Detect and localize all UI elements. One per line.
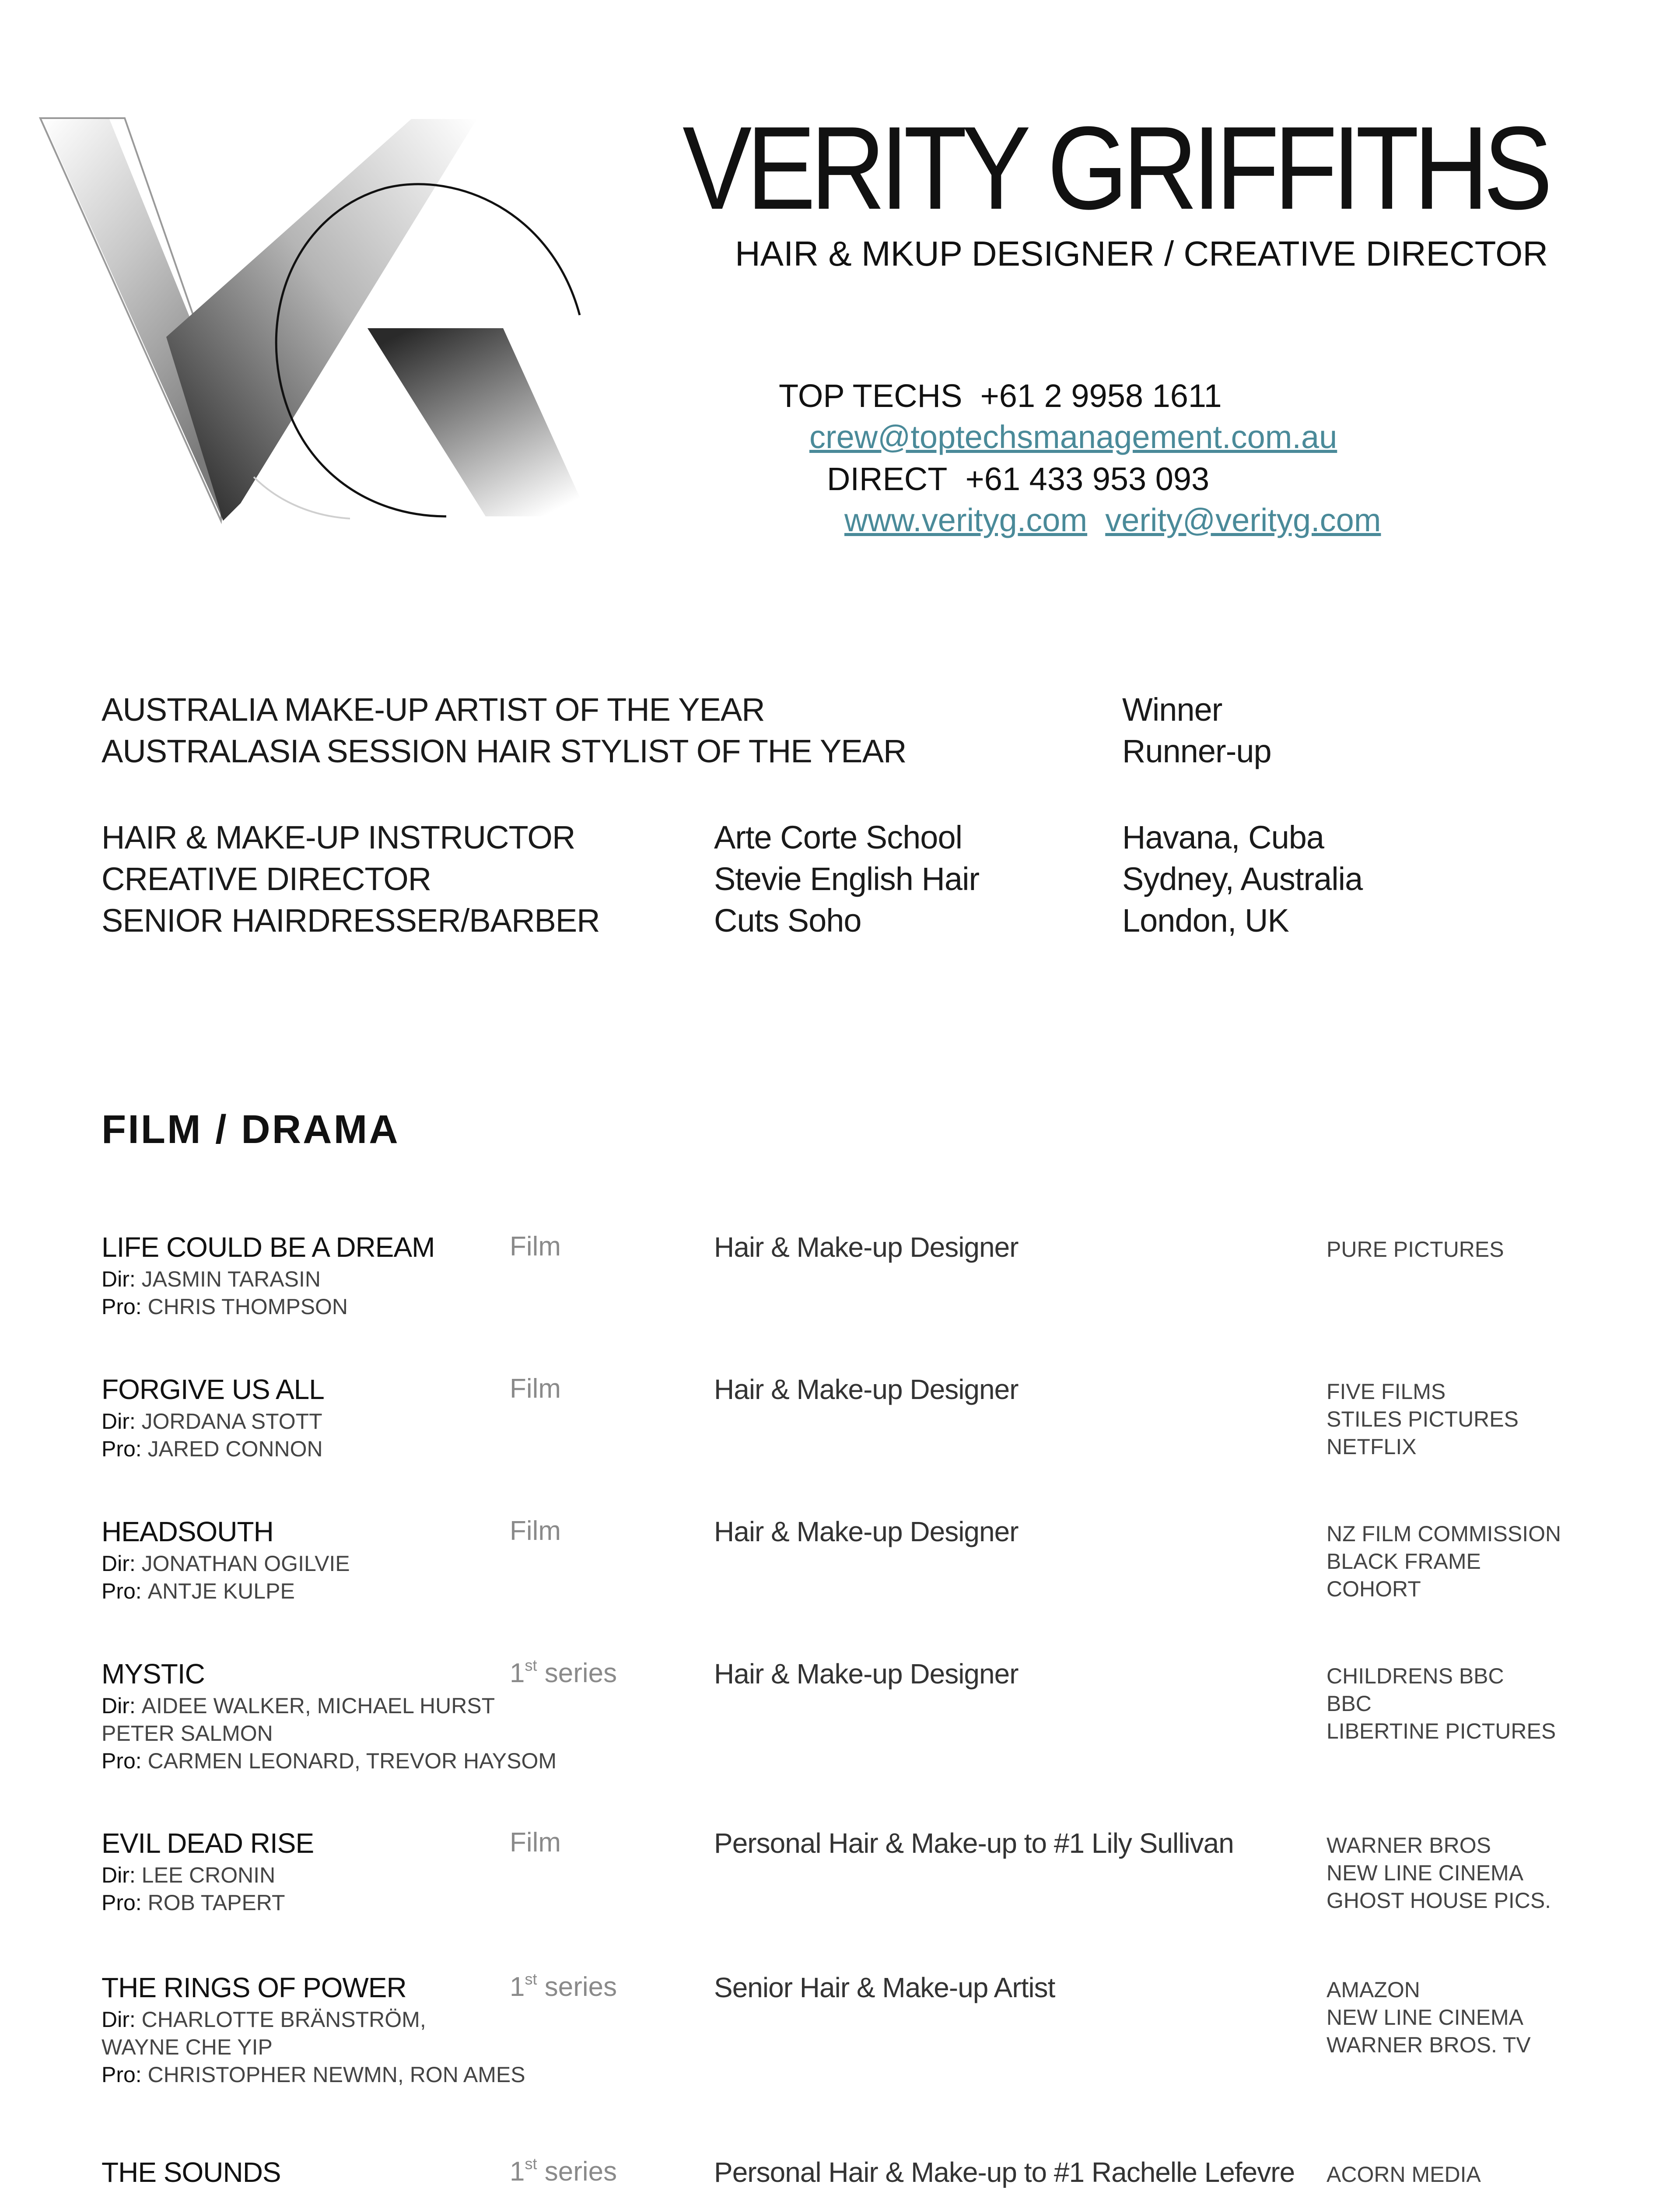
credit-company: GHOST HOUSE PICS. — [1326, 1888, 1551, 1913]
credit-person-name: ROB TAPERT — [147, 1890, 285, 1915]
credit-type-number: 1 — [510, 1658, 525, 1688]
credit-person-name: JONATHAN OGILVIE — [141, 1551, 350, 1576]
experience-role: CREATIVE DIRECTOR — [102, 861, 431, 897]
credit-company: CHILDRENS BBC — [1326, 1664, 1504, 1688]
credit-company: ACORN MEDIA — [1326, 2162, 1481, 2187]
credit-type: Film — [510, 1516, 561, 1546]
credit-person-line — [102, 1747, 556, 1775]
credit-person-name: CARMEN LEONARD, TREVOR HAYSOM — [147, 1749, 556, 1773]
credit-company: WARNER BROS — [1326, 1833, 1491, 1858]
credit-company: FIVE FILMS — [1326, 1379, 1446, 1404]
credit-person-label: Dir: — [102, 1863, 142, 1887]
website-link[interactable]: www.verityg.com — [844, 502, 1088, 538]
credit-person-label: Dir: — [102, 1267, 142, 1291]
credit-companies — [1326, 1520, 1561, 1603]
credit-person-line — [102, 1293, 348, 1321]
credit-person-label: Pro: — [102, 1437, 148, 1461]
credit-role: Hair & Make-up Designer — [714, 1658, 1018, 1690]
credit-person-name: JASMIN TARASIN — [141, 1267, 321, 1291]
credit-title: FORGIVE US ALL — [102, 1374, 324, 1405]
credit-people — [102, 1862, 285, 1917]
award-title: AUSTRALIA MAKE-UP ARTIST OF THE YEAR — [102, 691, 765, 728]
credit-person-label: Pro: — [102, 1579, 148, 1603]
credit-title: EVIL DEAD RISE — [102, 1827, 314, 1859]
credit-person-line — [102, 1408, 323, 1435]
credit-person-label: Pro: — [102, 1749, 148, 1773]
credit-person-name: LEE CRONIN — [141, 1863, 276, 1887]
credit-person-label: Dir: — [102, 1694, 142, 1718]
credit-companies — [1326, 1976, 1531, 2059]
credit-person-label: Pro: — [102, 2062, 148, 2087]
credit-company: BBC — [1326, 1691, 1372, 1716]
direct-label: DIRECT — [827, 461, 948, 497]
experience-place: Cuts Soho — [714, 902, 861, 939]
credit-title: LIFE COULD BE A DREAM — [102, 1231, 435, 1263]
credit-person-line — [102, 1862, 285, 1889]
agency-phone[interactable]: +61 2 9958 1611 — [980, 378, 1222, 414]
credit-person-line — [102, 2061, 525, 2089]
experience-place: Arte Corte School — [714, 819, 962, 856]
credit-person-label: Dir: — [102, 1409, 142, 1434]
credit-person-line — [102, 1720, 556, 1747]
experience-location: Sydney, Australia — [1122, 861, 1363, 897]
credit-person-line — [102, 1889, 285, 1917]
credit-person-label: Pro: — [102, 1890, 148, 1915]
credit-role: Personal Hair & Make-up to #1 Lily Sullivan — [714, 1827, 1234, 1859]
credit-person-line — [102, 1266, 348, 1293]
award-result: Winner — [1122, 691, 1222, 728]
credit-company: PURE PICTURES — [1326, 1237, 1504, 1262]
credit-person-line — [102, 1435, 323, 1463]
vg-logo — [35, 109, 617, 529]
credit-people — [102, 2006, 525, 2089]
credit-type-text: series — [537, 1972, 617, 2002]
credit-person-name: PETER SALMON — [102, 1721, 273, 1746]
credit-person-line — [102, 2006, 525, 2034]
credit-person-name: CHRISTOPHER NEWMN, RON AMES — [147, 2062, 525, 2087]
agency-label: TOP TECHS — [779, 378, 962, 414]
credit-company: NETFLIX — [1326, 1434, 1417, 1459]
credit-company: AMAZON — [1326, 1978, 1420, 2002]
credit-title: THE SOUNDS — [102, 2156, 281, 2188]
credit-person-line — [102, 1578, 350, 1605]
credit-type-ordinal: st — [525, 1970, 537, 1988]
credit-companies — [1326, 1662, 1556, 1745]
credit-person-name: ANTJE KULPE — [147, 1579, 295, 1603]
credit-person-line — [102, 1550, 350, 1578]
credit-type — [510, 1970, 617, 2002]
credit-people — [102, 1266, 348, 1321]
credit-type-number: 1 — [510, 1972, 525, 2002]
credit-company: LIBERTINE PICTURES — [1326, 1719, 1556, 1743]
credit-people — [102, 1550, 350, 1605]
credit-type: Film — [510, 1827, 561, 1858]
credit-role: Hair & Make-up Designer — [714, 1374, 1018, 1405]
person-name-text: VERITY GRIFFITHS — [682, 102, 1547, 234]
credit-companies — [1326, 2161, 1557, 2188]
credit-company: WARNER BROS. TV — [1326, 2033, 1531, 2057]
credit-type: Film — [510, 1231, 561, 1262]
experience-role: SENIOR HAIRDRESSER/BARBER — [102, 902, 600, 939]
credit-type: Film — [510, 1374, 561, 1404]
credit-type-text: series — [537, 1658, 617, 1688]
credit-title: THE RINGS OF POWER — [102, 1972, 406, 2003]
credit-person-label: Dir: — [102, 2007, 142, 2032]
credit-role: Hair & Make-up Designer — [714, 1231, 1018, 1263]
credit-type — [510, 1656, 617, 1688]
credit-role: Personal Hair & Make-up to #1 Rachelle Lefevre — [714, 2156, 1295, 2188]
personal-email-link[interactable]: verity@verityg.com — [1105, 502, 1381, 538]
credit-person-name: JORDANA STOTT — [141, 1409, 322, 1434]
agency-email-link[interactable]: crew@toptechsmanagement.com.au — [809, 419, 1337, 455]
credit-people — [102, 1692, 556, 1775]
credit-type — [510, 2155, 617, 2187]
web-contacts — [844, 504, 1381, 536]
credit-person-line — [102, 1692, 556, 1720]
credit-role: Senior Hair & Make-up Artist — [714, 1972, 1055, 2003]
experience-role: HAIR & MAKE-UP INSTRUCTOR — [102, 819, 575, 856]
person-name — [682, 102, 1665, 234]
credit-type-ordinal: st — [525, 1656, 537, 1674]
credit-company: NEW LINE CINEMA — [1326, 2005, 1524, 2030]
credit-person-name: CHARLOTTE BRÄNSTRÖM, — [141, 2007, 426, 2032]
credit-company: COHORT — [1326, 1577, 1421, 1601]
direct-contact — [827, 463, 1209, 495]
section-title: FILM / DRAMA — [102, 1107, 400, 1152]
agency-contact — [779, 380, 1222, 412]
credit-people — [102, 1408, 323, 1463]
credit-company: STILES PICTURES — [1326, 1407, 1519, 1431]
credit-type-text: series — [537, 2156, 617, 2187]
credit-type-ordinal: st — [525, 2155, 537, 2173]
credit-company: NEW LINE CINEMA — [1326, 1861, 1524, 1885]
credit-companies — [1326, 1832, 1551, 1914]
credit-person-label: Dir: — [102, 1551, 142, 1576]
job-subtitle: HAIR & MKUP DESIGNER / CREATIVE DIRECTOR — [735, 234, 1548, 273]
credit-type-number: 1 — [510, 2156, 525, 2187]
credit-title: HEADSOUTH — [102, 1516, 273, 1547]
award-title: AUSTRALASIA SESSION HAIR STYLIST OF THE YEAR — [102, 733, 906, 769]
credit-person-name: CHRIS THOMPSON — [147, 1294, 348, 1319]
experience-place: Stevie English Hair — [714, 861, 980, 897]
credit-person-line — [102, 2034, 525, 2061]
credit-companies — [1326, 1236, 1504, 1263]
credit-person-name: JARED CONNON — [147, 1437, 323, 1461]
credit-person-name: AIDEE WALKER, MICHAEL HURST — [141, 1694, 495, 1718]
credit-person-name: WAYNE CHE YIP — [102, 2035, 273, 2059]
experience-location: London, UK — [1122, 902, 1289, 939]
credit-company: NZ FILM COMMISSION — [1326, 1522, 1561, 1546]
direct-phone[interactable]: +61 433 953 093 — [965, 461, 1210, 497]
credit-person-label: Pro: — [102, 1294, 148, 1319]
credit-companies — [1326, 1378, 1519, 1461]
award-result: Runner-up — [1122, 733, 1271, 769]
experience-location: Havana, Cuba — [1122, 819, 1324, 856]
credit-company: BLACK FRAME — [1326, 1549, 1481, 1574]
credit-title: MYSTIC — [102, 1658, 205, 1690]
credit-role: Hair & Make-up Designer — [714, 1516, 1018, 1547]
